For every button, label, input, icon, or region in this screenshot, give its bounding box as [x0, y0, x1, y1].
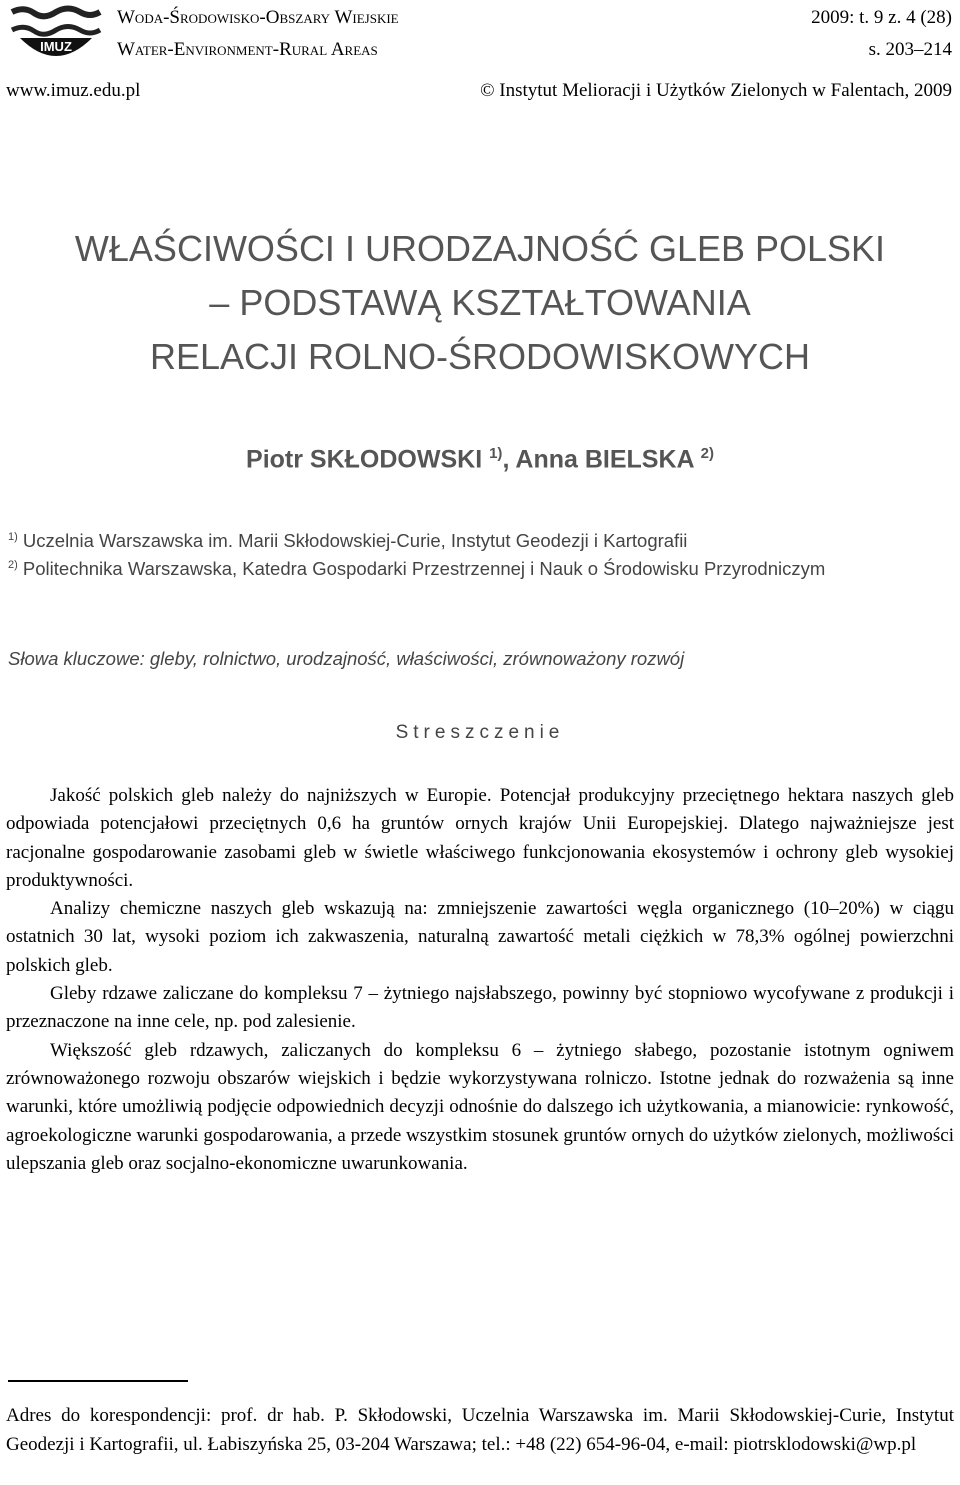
article-title	[0, 222, 960, 384]
website-link[interactable]: www.imuz.edu.pl	[6, 80, 141, 101]
author-1: Piotr SKŁODOWSKI	[246, 445, 483, 474]
authors	[0, 445, 960, 474]
imuz-logo	[10, 4, 102, 66]
abstract-paragraph-2: Analizy chemiczne naszych gleb wskazują na: zmniejszenie zawartości węgla organicznego (10–20%) w ciągu ostatnich 30 lat, wysoki poziom ich zakwaszenia, naturalną zawartość metali ciężkich w 78,3% ogólnej powierzchni polskich gleb.	[6, 898, 954, 976]
author-separator: ,	[502, 445, 516, 474]
keywords: Słowa kluczowe: gleby, rolnictwo, urodzajność, właściwości, zrównoważony rozwój	[8, 648, 685, 669]
affiliation-1-mark: 1)	[8, 530, 18, 543]
abstract-paragraph-1: Jakość polskich gleb należy do najniższych w Europie. Potencjał produkcyjny przeciętnego hektara naszych gleb odpowiada potencjałowi przeciętnych 0,6 ha gruntów ornych krajów Unii Europejskiej. Dlatego najważniejsze jest racjonalne gospodarowanie zasobami gleb w świetle właściwego funkcjonowania ekosystemów i ochrony gleb wysokiej produktywności.	[6, 785, 954, 891]
correspondence-footnote: Adres do korespondencji: prof. dr hab. P. Skłodowski, Uczelnia Warszawska im. Marii Skłodowskiej-Curie, Instytut Geodezji i Kartografii, ul. Łabiszyńska 25, 03-204 Warszawa; tel.: +48 (22) 654-96-04, e-mail: piotrsklodowski@wp.pl	[6, 1405, 954, 1455]
author-2: Anna BIELSKA	[515, 445, 694, 474]
affiliation-2-mark: 2)	[8, 558, 18, 571]
copyright-notice: © Instytut Melioracji i Użytków Zielonych w Falentach, 2009	[480, 80, 952, 101]
title-line-1: WŁAŚCIWOŚCI I URODZAJNOŚĆ GLEB POLSKI	[74, 228, 886, 269]
affiliation-2-text: Politechnika Warszawska, Katedra Gospodarki Przestrzennej i Nauk o Środowisku Przyrodniczym	[17, 558, 826, 579]
page-range: s. 203–214	[868, 39, 952, 60]
volume-info: 2009: t. 9 z. 4 (28)	[811, 7, 952, 28]
author-1-affiliation-mark: 1)	[489, 445, 503, 462]
title-line-3: RELACJI ROLNO-ŚRODOWISKOWYCH	[149, 336, 811, 377]
footnote-divider	[8, 1380, 188, 1382]
author-2-affiliation-mark: 2)	[700, 445, 714, 462]
affiliation-1-text: Uczelnia Warszawska im. Marii Skłodowskiej-Curie, Instytut Geodezji i Kartografii	[17, 530, 688, 551]
abstract-paragraph-3: Gleby rdzawe zaliczane do kompleksu 7 – żytniego najsłabszego, powinny być stopniowo wycofywane z produkcji i przeznaczone na inne cele, np. pod zalesienie.	[6, 983, 954, 1033]
journal-title-en: Water-Environment-Rural Areas	[117, 39, 378, 60]
abstract-body	[6, 782, 954, 1178]
abstract-heading: Streszczenie	[395, 722, 565, 743]
logo-text: IMUZ	[40, 39, 72, 54]
affiliation-1	[8, 530, 687, 552]
title-line-2: – PODSTAWĄ KSZTAŁTOWANIA	[209, 282, 751, 323]
journal-title-pl: Woda-Środowisko-Obszary Wiejskie	[117, 7, 399, 28]
affiliation-2	[8, 558, 825, 580]
abstract-paragraph-4: Większość gleb rdzawych, zaliczanych do kompleksu 6 – żytniego słabego, pozostanie istotnym ogniwem zrównoważonego rozwoju obszarów wiejskich i będzie wykorzystywana rolniczo. Istotne jednak do rozważenia są inne warunki, które umożliwią podjęcie odpowiednich decyzji odnośnie do dalszego ich użytkowania, a mianowicie: rynkowość, agroekologiczne warunki gospodarowania, a przede wszystkim stosunek gruntów ornych do użytków zielonych, możliwości ulepszania gleb oraz socjalno-ekonomiczne uwarunkowania.	[6, 1039, 954, 1174]
